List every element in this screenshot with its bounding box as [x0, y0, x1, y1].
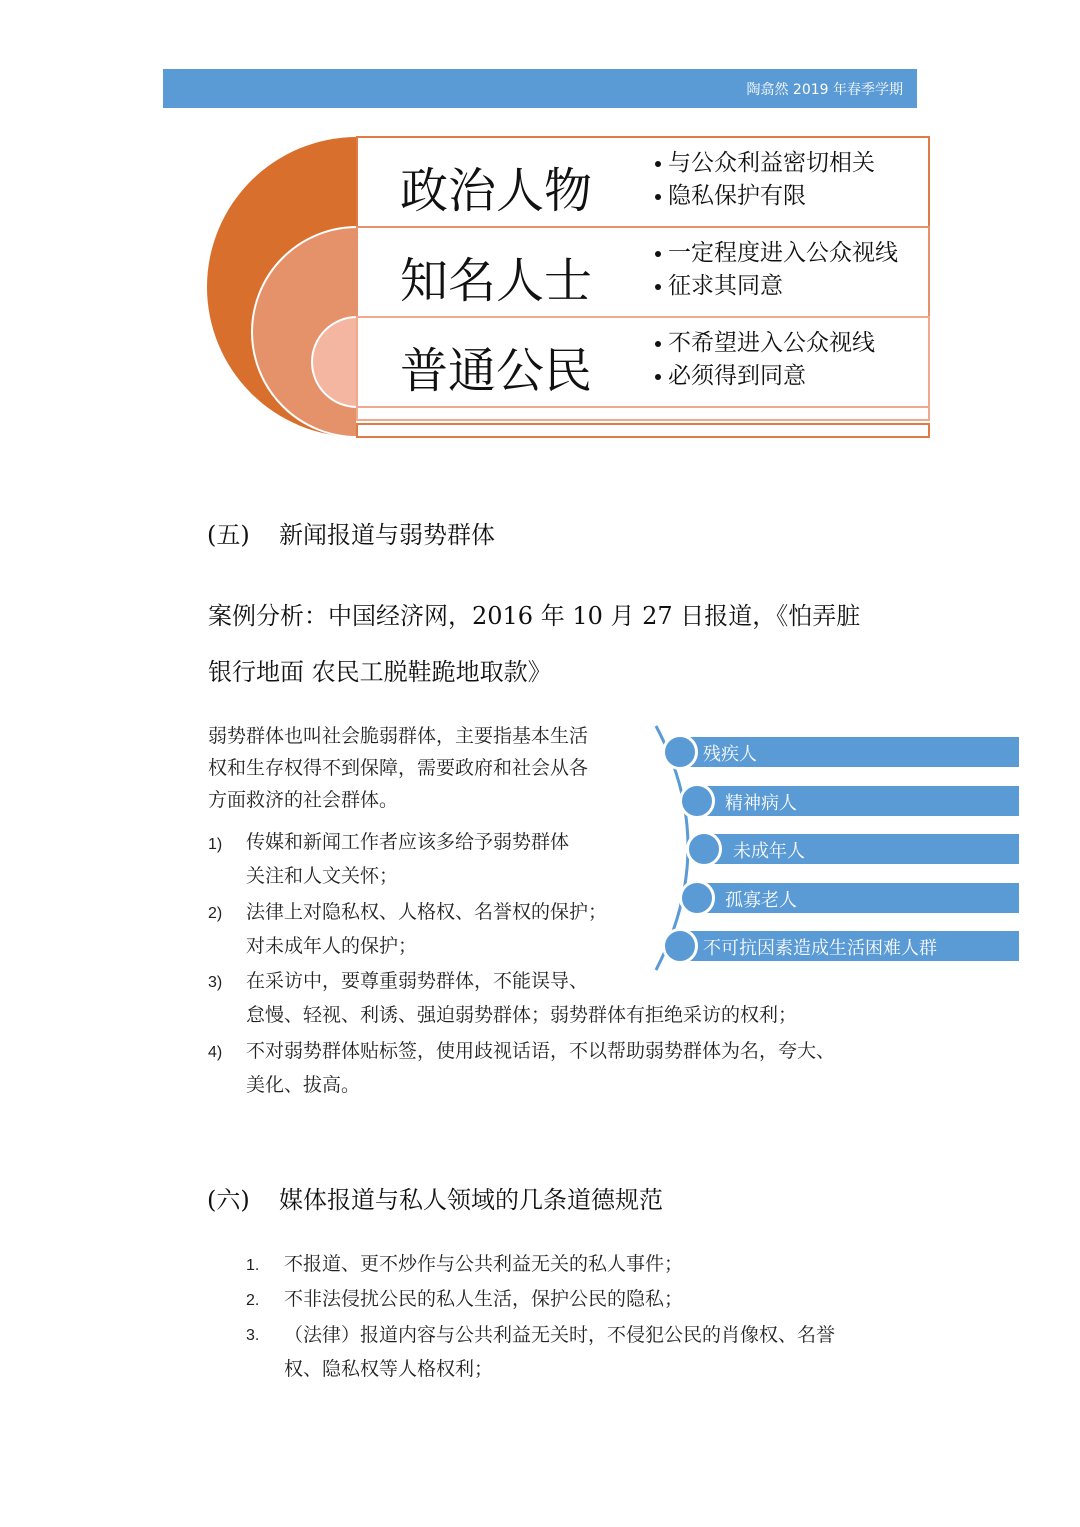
tier-bullet: 一定程度进入公众视线 [668, 240, 898, 266]
intro-line: 方面救济的社会群体。 [208, 789, 399, 811]
list-item [284, 1247, 683, 1281]
section5-number: (五) [207, 521, 250, 549]
list-item-line: 权、隐私权等人格权利； [284, 1358, 494, 1380]
tier-box-4 [357, 407, 929, 420]
section6-number: (六) [207, 1186, 250, 1214]
list-item-line: 不报道、更不炒作与公共利益无关的私人事件； [284, 1253, 684, 1275]
item-number: 3. [246, 1327, 260, 1344]
intro-line: 弱势群体也叫社会脆弱群体，主要指基本生活 [208, 725, 589, 747]
item-number: 2. [246, 1292, 260, 1309]
tier-bullets-citizens [652, 327, 875, 393]
tier-bullet: 与公众利益密切相关 [668, 150, 875, 176]
tier-box-5 [357, 424, 929, 437]
list-item [246, 825, 569, 893]
item-number: 3) [208, 974, 223, 991]
list-item [284, 1282, 683, 1316]
list-item [284, 1318, 835, 1386]
tier-title-politicians: 政治人物 [400, 163, 593, 219]
list-item-line: 传媒和新闻工作者应该多给予弱势群体 [246, 831, 570, 853]
item-number: 2) [208, 905, 223, 922]
list-item-line: 怠慢、轻视、利诱、强迫弱势群体；弱势群体有拒绝采访的权利； [246, 1004, 798, 1026]
list-item-line: 不非法侵扰公民的私人生活，保护公民的隐私； [284, 1288, 684, 1310]
group-circle [662, 734, 698, 770]
tier-bullet: 不希望进入公众视线 [668, 330, 875, 356]
group-label: 残疾人 [703, 744, 757, 765]
group-label: 孤寡老人 [725, 890, 797, 911]
case-line-1: 案例分析：中国经济网，2016 年 10 月 27 日报道，《怕弄脏 [208, 602, 861, 630]
list-item-line: 关注和人文关怀； [246, 865, 399, 887]
intro-paragraph [208, 720, 648, 816]
group-circle [686, 831, 722, 867]
list-item-line: 在采访中，要尊重弱势群体，不能误导、 [246, 970, 589, 992]
list-item-line: （法律）报道内容与公共利益无关时，不侵犯公民的肖像权、名誉 [284, 1324, 836, 1346]
group-label: 未成年人 [733, 841, 805, 862]
section5-title: 新闻报道与弱势群体 [279, 521, 495, 549]
section5-heading [207, 515, 495, 550]
group-circle [662, 928, 698, 964]
item-number: 1) [208, 836, 223, 853]
tier-bullet: 必须得到同意 [668, 363, 806, 389]
tier-title-citizens: 普通公民 [400, 343, 593, 399]
list-item-line: 法律上对隐私权、人格权、名誉权的保护； [246, 901, 608, 923]
tier-bullets-politicians [652, 147, 875, 213]
intro-line: 权和生存权得不到保障，需要政府和社会从各 [208, 757, 589, 779]
case-line-2: 银行地面 农民工脱鞋跪地取款》 [208, 658, 552, 686]
group-circle [679, 880, 715, 916]
list-item-line: 不对弱势群体贴标签，使用歧视话语，不以帮助弱势群体为名，夸大、 [246, 1040, 836, 1062]
list-item [246, 1034, 835, 1102]
section6-title: 媒体报道与私人领域的几条道德规范 [279, 1186, 663, 1214]
group-label: 精神病人 [725, 793, 797, 814]
list-item-line: 美化、拔高。 [246, 1074, 361, 1096]
tier-bullet: 征求其同意 [668, 273, 783, 299]
header-text: 陶翕然 2019 年春季学期 [746, 82, 903, 98]
list-item-line: 对未成年人的保护； [246, 935, 418, 957]
list-item [246, 895, 607, 963]
item-number: 1. [246, 1257, 260, 1274]
item-number: 4) [208, 1044, 223, 1061]
group-label: 不可抗因素造成生活困难人群 [703, 938, 937, 959]
group-circle [679, 783, 715, 819]
tier-bullet: 隐私保护有限 [668, 183, 806, 209]
tier-title-celebrities: 知名人士 [400, 253, 593, 309]
section6-heading [207, 1180, 663, 1215]
tier-bullets-celebrities [652, 237, 898, 303]
